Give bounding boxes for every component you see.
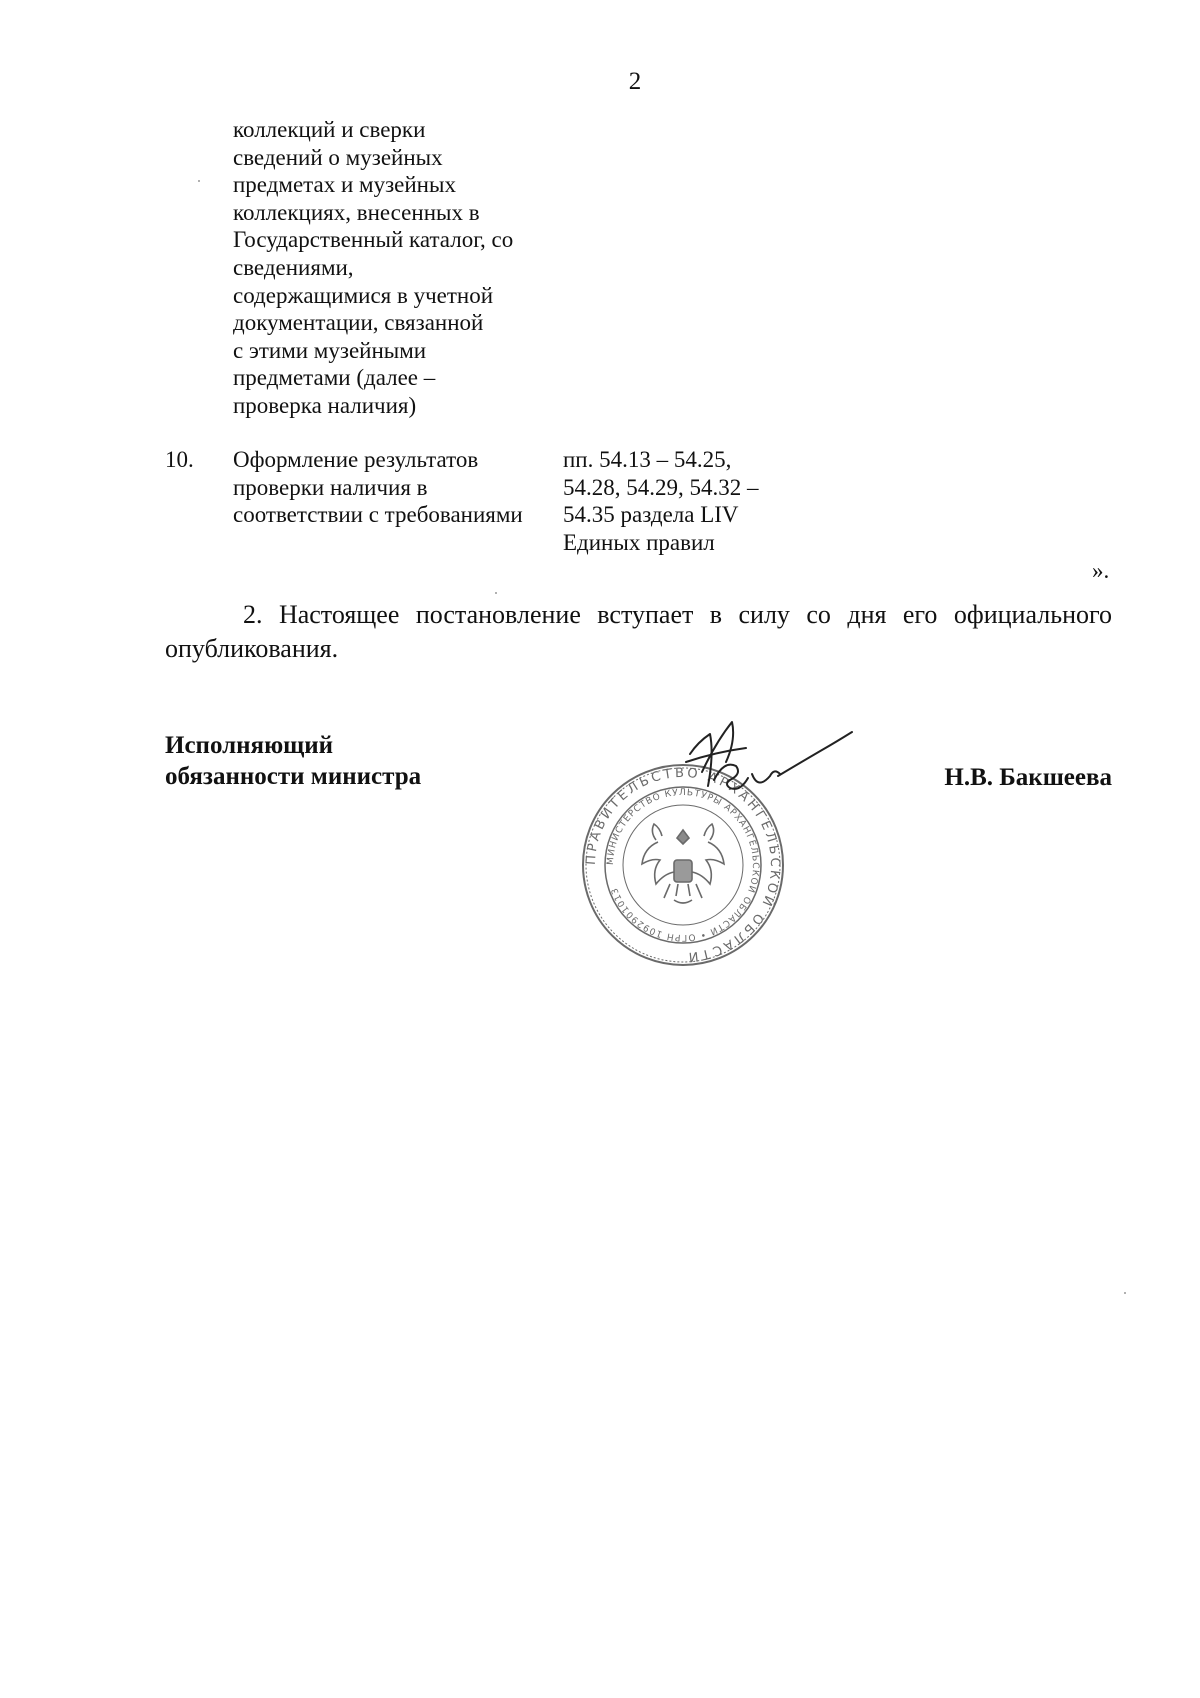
text-line: документации, связанной xyxy=(233,310,484,336)
text-line: 54.35 раздела LIV xyxy=(563,502,739,528)
text-line: сведений о музейных xyxy=(233,144,443,170)
signatory-position xyxy=(165,730,421,792)
text-line: предметами (далее – xyxy=(233,365,436,391)
scan-speck xyxy=(495,592,497,594)
text-line: предметах и музейных xyxy=(233,172,456,198)
svg-text:ПРАВИТЕЛЬСТВО АРХАНГЕЛЬСКОЙ ОБ: ПРАВИТЕЛЬСТВО АРХАНГЕЛЬСКОЙ ОБЛАСТИ xyxy=(583,765,783,965)
paragraph-effective-date: 2. Настоящее постановление вступает в силу со дня его официального опубликования. xyxy=(165,600,1112,663)
text-line: сведениями, xyxy=(233,254,354,280)
svg-text:МИНИСТЕРСТВО КУЛЬТУРЫ АРХАНГЕЛ: МИНИСТЕРСТВО КУЛЬТУРЫ АРХАНГЕЛЬСКОЙ ОБЛАСТИ • ОГРН 1092901013 xyxy=(605,787,761,943)
text-line: коллекциях, внесенных в xyxy=(233,199,480,225)
text-line: 54.28, 54.29, 54.32 – xyxy=(563,474,759,500)
row-action-cell xyxy=(233,446,523,529)
text-line: Оформление результатов xyxy=(233,447,479,472)
text-line: проверка наличия) xyxy=(233,392,417,418)
text-line: содержащимися в учетной xyxy=(233,282,494,308)
handwritten-signature xyxy=(680,712,855,812)
row-number: 10. xyxy=(165,447,194,472)
text-line: коллекций и сверки xyxy=(233,117,426,142)
text-line: Государственный каталог, со xyxy=(233,227,514,253)
text-line: соответствии с требованиями xyxy=(233,502,523,528)
text-line: с этими музейными xyxy=(233,337,427,363)
scan-speck xyxy=(198,180,200,182)
text-line: пп. 54.13 – 54.25, xyxy=(563,447,732,472)
page-number: 2 xyxy=(628,68,642,95)
position-line: обязанности министра xyxy=(165,763,422,790)
text-line: Единых правил xyxy=(563,529,715,555)
signatory-name: Н.В. Бакшеева xyxy=(944,764,1112,791)
scan-speck xyxy=(1124,1292,1126,1294)
coat-of-arms-icon xyxy=(642,824,724,903)
position-line: Исполняющий xyxy=(165,732,334,759)
table-continuation-cell xyxy=(233,116,563,420)
closing-quote: ». xyxy=(1092,558,1110,583)
row-reference-cell xyxy=(563,446,759,556)
text-line: проверки наличия в xyxy=(233,474,428,500)
